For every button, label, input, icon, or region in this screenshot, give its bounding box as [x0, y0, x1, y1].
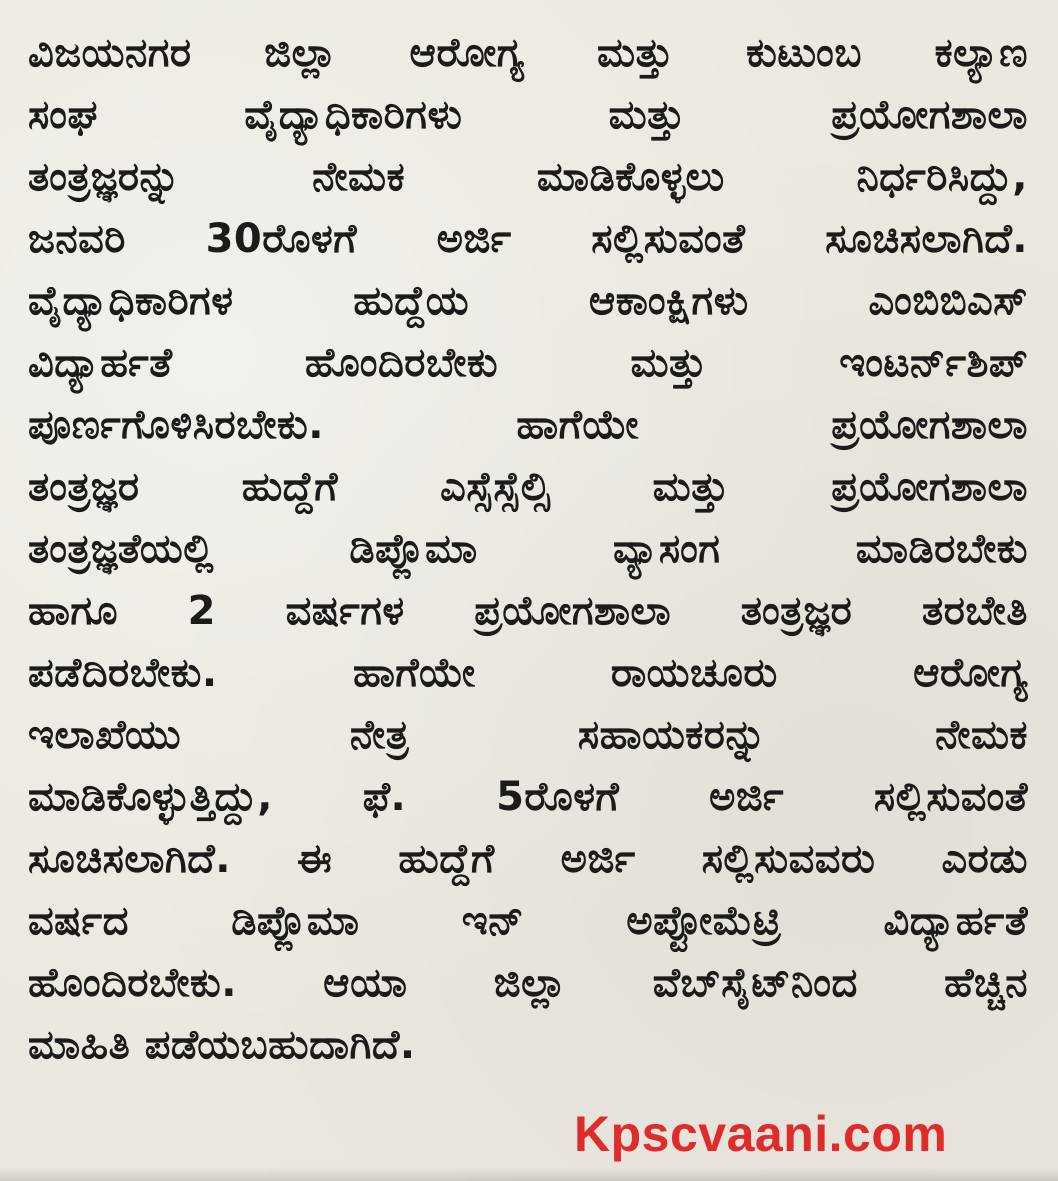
- article-line-6: ವಿದ್ಯಾರ್ಹತೆ ಹೊಂದಿರಬೇಕು ಮತ್ತು ಇಂಟರ್ನ್‌ಶಿಪ್: [28, 340, 1028, 386]
- article-line-9: ತಂತ್ರಜ್ಞತೆಯಲ್ಲಿ ಡಿಪ್ಲೊಮಾ ವ್ಯಾಸಂಗ ಮಾಡಿರಬೇಕು: [28, 526, 1028, 572]
- article-line-10: ಹಾಗೂ 2 ವರ್ಷಗಳ ಪ್ರಯೋಗಶಾಲಾ ತಂತ್ರಜ್ಞರ ತರಬೇತಿ: [28, 588, 1028, 634]
- article-line-15: ವರ್ಷದ ಡಿಪ್ಲೊಮಾ ಇನ್ ಅಪ್ಟೋಮೆಟ್ರಿ ವಿದ್ಯಾರ್ಹತೆ: [28, 898, 1028, 944]
- article-line-2: ಸಂಘ ವೈದ್ಯಾಧಿಕಾರಿಗಳು ಮತ್ತು ಪ್ರಯೋಗಶಾಲಾ: [28, 92, 1028, 138]
- article-line-14: ಸೂಚಿಸಲಾಗಿದೆ. ಈ ಹುದ್ದೆಗೆ ಅರ್ಜಿ ಸಲ್ಲಿಸುವವರು ಎರಡು: [28, 836, 1028, 882]
- article-line-17: ಮಾಹಿತಿ ಪಡೆಯಬಹುದಾಗಿದೆ.: [28, 1022, 416, 1068]
- article-line-12: ಇಲಾಖೆಯು ನೇತ್ರ ಸಹಾಯಕರನ್ನು ನೇಮಕ: [28, 712, 1028, 758]
- article-line-5: ವೈದ್ಯಾಧಿಕಾರಿಗಳ ಹುದ್ದೆಯ ಆಕಾಂಕ್ಷಿಗಳು ಎಂಬಿಬಿಎಸ್: [28, 278, 1028, 324]
- article-text: [28, 22, 1028, 1162]
- article-line-7: ಪೂರ್ಣಗೊಳಿಸಿರಬೇಕು. ಹಾಗೆಯೇ ಪ್ರಯೋಗಶಾಲಾ: [28, 402, 1028, 448]
- article-line-16: ಹೊಂದಿರಬೇಕು. ಆಯಾ ಜಿಲ್ಲಾ ವೆಬ್‌ಸೈಟ್‌ನಿಂದ ಹೆಚ್ಚಿನ: [28, 960, 1028, 1006]
- paper-edge-shadow: [0, 1167, 1058, 1181]
- watermark-text: Kpscvaani.com: [574, 1106, 948, 1162]
- article-line-1: ವಿಜಯನಗರ ಜಿಲ್ಲಾ ಆರೋಗ್ಯ ಮತ್ತು ಕುಟುಂಬ ಕಲ್ಯಾಣ: [28, 30, 1028, 76]
- article-line-3: ತಂತ್ರಜ್ಞರನ್ನು ನೇಮಕ ಮಾಡಿಕೊಳ್ಳಲು ನಿರ್ಧರಿಸಿದ್ದು,: [28, 154, 1028, 200]
- article-line-4: ಜನವರಿ 30ರೊಳಗೆ ಅರ್ಜಿ ಸಲ್ಲಿಸುವಂತೆ ಸೂಚಿಸಲಾಗಿದೆ.: [28, 216, 1028, 262]
- article-line-11: ಪಡೆದಿರಬೇಕು. ಹಾಗೆಯೇ ರಾಯಚೂರು ಆರೋಗ್ಯ: [28, 650, 1028, 696]
- article-line-8: ತಂತ್ರಜ್ಞರ ಹುದ್ದೆಗೆ ಎಸ್ಸೆಸ್ಸೆಲ್ಸಿ ಮತ್ತು ಪ್ರಯೋಗಶಾಲಾ: [28, 464, 1028, 510]
- article-line-13: ಮಾಡಿಕೊಳ್ಳುತ್ತಿದ್ದು, ಫೆ. 5ರೊಳಗೆ ಅರ್ಜಿ ಸಲ್ಲಿಸುವಂತೆ: [28, 774, 1028, 820]
